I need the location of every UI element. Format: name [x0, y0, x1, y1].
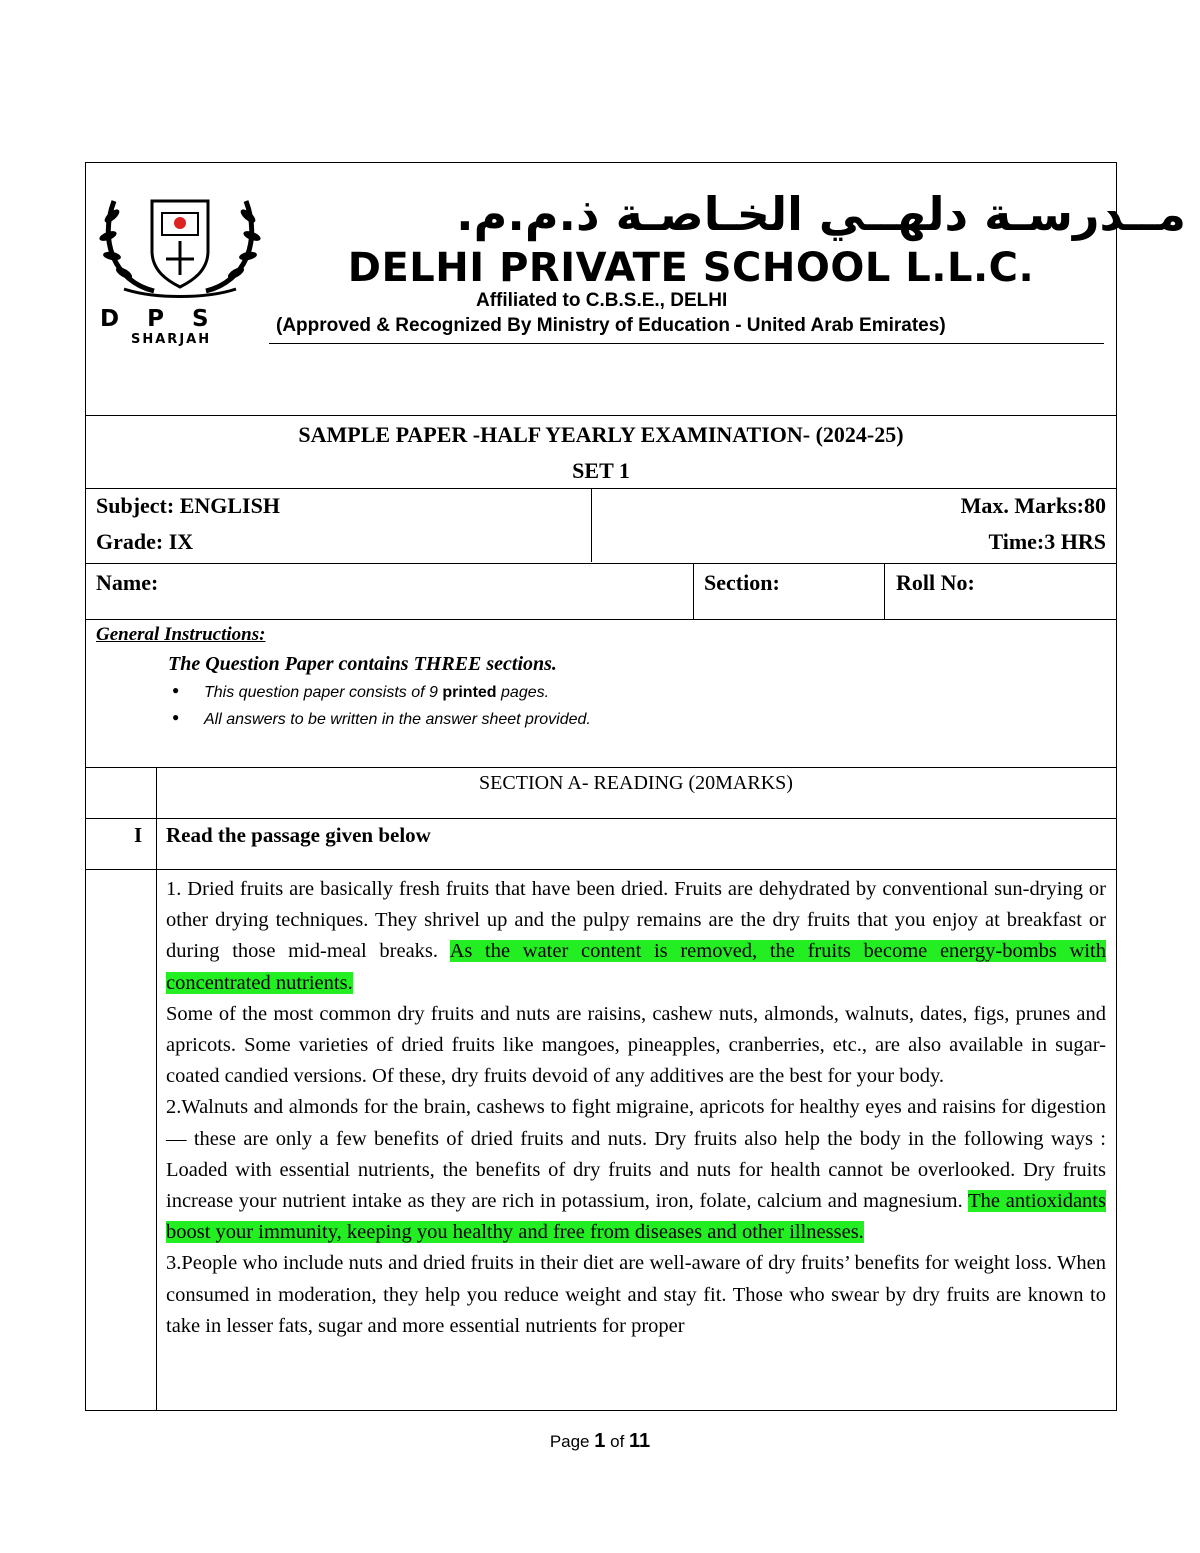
instructions-heading: General Instructions: [96, 624, 266, 645]
page-footer [0, 1430, 1200, 1453]
logo-sharjah-text: SHARJAH [131, 332, 212, 347]
section-a-heading-row [86, 768, 1116, 819]
cell-divider [884, 564, 885, 620]
instruction-text: pages. [496, 684, 550, 701]
subject-row [86, 489, 1116, 564]
instruction-text: This question paper consists of 9 [204, 684, 443, 701]
question-row [86, 819, 1116, 870]
page-total: 11 [629, 1430, 651, 1452]
exam-title: SAMPLE PAPER -HALF YEARLY EXAMINATION- (2024-25) [298, 422, 904, 447]
school-name-arabic: مــدرسـة دلهــي الخـاصـة ذ.م.م. [456, 187, 1186, 241]
passage-paragraph [166, 1092, 1106, 1248]
column-divider [156, 870, 157, 1410]
max-marks-label: Max. Marks:80 [960, 493, 1106, 518]
header-divider [269, 343, 1104, 344]
grade-label: Grade: IX [96, 529, 194, 554]
student-info-row [86, 564, 1116, 620]
of-word: of [610, 1432, 625, 1451]
affiliation-text: Affiliated to C.B.S.E., DELHI [476, 290, 728, 311]
highlighted-text: The antioxidants boost your immunity, keeping you healthy and free from diseases and other illnesses. [166, 1190, 1106, 1244]
instructions-intro: The Question Paper contains THREE sections. [168, 653, 557, 675]
instruction-item: ● All answers to be written in the answer sheet provided. [204, 711, 591, 729]
passage-paragraph [166, 874, 1106, 999]
question-number: I [134, 823, 143, 847]
section-field[interactable]: Section: [704, 570, 780, 595]
column-divider [156, 819, 157, 869]
page-word: Page [549, 1432, 590, 1451]
passage-paragraph: Some of the most common dry fruits and nuts are raisins, cashew nuts, almonds, walnuts, dates, figs, prunes and apricots. Some varieties of dried fruits like mangoes, pineapples, cranberries, etc., are also available in sugar-coated candied versions. Of these, dry fruits devoid of any additives are the best for your body. [166, 1002, 1106, 1088]
approval-text: (Approved & Recognized By Ministry of Education - United Arab Emirates) [276, 315, 946, 336]
passage-row [86, 870, 1116, 1410]
subject-label: Subject: ENGLISH [96, 493, 280, 518]
name-field[interactable]: Name: [96, 570, 159, 595]
school-header [86, 163, 1186, 416]
reading-passage [166, 874, 1106, 1342]
instruction-bold-text: printed [442, 684, 497, 701]
school-name: DELHI PRIVATE SCHOOL L.L.C. [347, 245, 1035, 291]
highlighted-text: As the water content is removed, the fruits become energy-bombs with concentrated nutrients. [166, 940, 1106, 994]
time-label: Time:3 HRS [988, 529, 1106, 554]
roll-no-field[interactable]: Roll No: [896, 570, 975, 595]
instructions-row [86, 620, 1116, 768]
passage-text: 1. Dried fruits are basically fresh fruits that have been dried. Fruits are dehydrated by conventional sun-drying or other drying techniques. They shrivel up and the pulpy remains are the dry fruits that you enjoy at breakfast or during those mid-meal breaks. [166, 878, 1106, 963]
exam-set: SET 1 [572, 458, 630, 483]
passage-paragraph: 3.People who include nuts and dried fruits in their diet are well-aware of dry fruits’ benefits for weight loss. When consumed in moderation, they help you reduce weight and stay fit. Those who swear by dry fruits are known to take in lesser fats, sugar and more essential nutrients for proper [166, 1252, 1106, 1337]
exam-paper-frame [85, 162, 1186, 1411]
logo-dps-text: D P S [100, 306, 219, 332]
page-number: 1 [594, 1430, 606, 1452]
section-a-heading: SECTION A- READING (20MARKS) [479, 772, 793, 794]
instruction-item [204, 684, 549, 702]
exam-title-row [86, 416, 1116, 489]
question-text: Read the passage given below [166, 823, 431, 847]
passage-text: 2.Walnuts and almonds for the brain, cashews to fight migraine, apricots for healthy eyes and raisins for digestion — these are only a few benefits of dried fruits and nuts. Dry fruits also help the body in the following ways : Loaded with essential nutrients, the benefits of dry fruits and nuts for health cannot be overlooked. Dry fruits increase your nutrient intake as they are rich in potassium, iron, folate, calcium and magnesium. [166, 1096, 1106, 1213]
cell-divider [693, 564, 694, 620]
